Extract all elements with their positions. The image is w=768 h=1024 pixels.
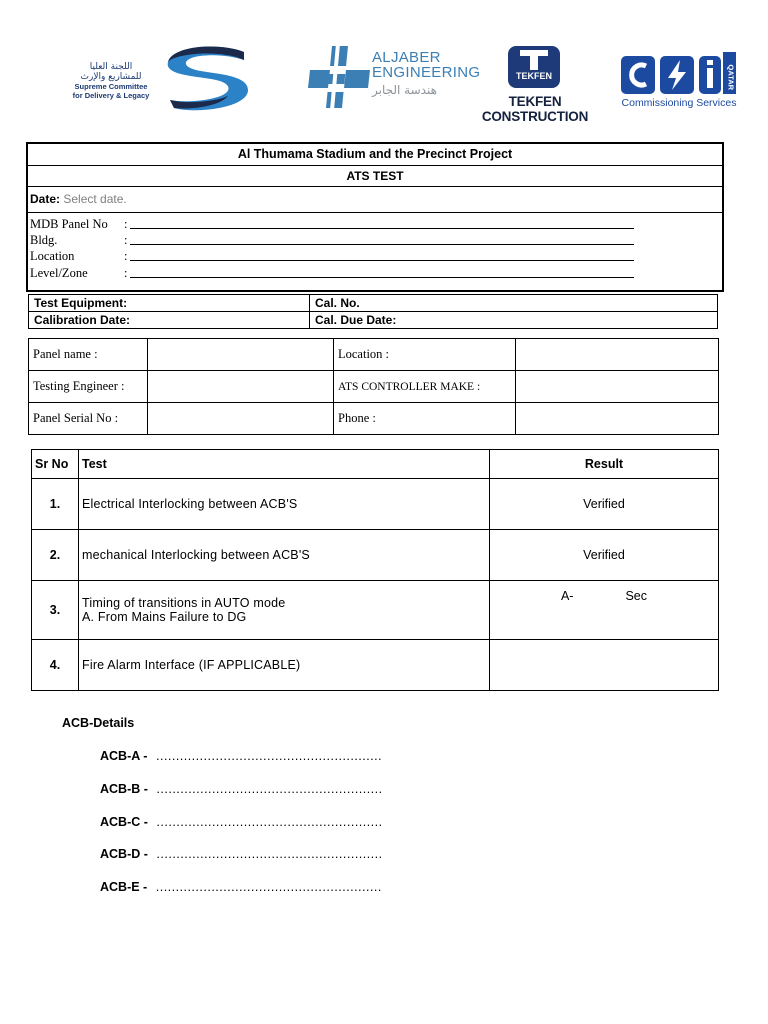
acb-details-title: ACB-Details bbox=[62, 716, 135, 730]
test-cell-line1: Timing of transitions in AUTO mode bbox=[82, 596, 286, 610]
date-label: Date: bbox=[30, 192, 61, 206]
cal-due-date-cell[interactable] bbox=[310, 312, 718, 329]
tekfen-t-mark-icon bbox=[506, 44, 562, 90]
location-value[interactable] bbox=[516, 339, 719, 371]
phone-label: Phone : bbox=[334, 403, 516, 435]
tekfen-construction-name: TEKFEN CONSTRUCTION bbox=[481, 94, 589, 124]
acb-d-row[interactable] bbox=[100, 847, 382, 861]
form-subtitle: ATS TEST bbox=[28, 166, 722, 187]
panel-serial-no-label: Panel Serial No : bbox=[29, 403, 148, 435]
result-a-label: A- bbox=[560, 589, 574, 603]
csi-mark-icon bbox=[620, 50, 738, 96]
supreme-committee-logo-text bbox=[62, 62, 160, 100]
sr-no-cell: 3. bbox=[32, 581, 79, 640]
location-label-cell: Location : bbox=[334, 339, 516, 371]
level-zone-label: Level/Zone bbox=[30, 266, 88, 280]
test-header: Test bbox=[79, 450, 490, 479]
result-cell[interactable]: Verified bbox=[490, 479, 719, 530]
testing-engineer-label: Testing Engineer : bbox=[29, 371, 148, 403]
sr-no-header: Sr No bbox=[32, 450, 79, 479]
supreme-committee-english-line1: Supreme Committee bbox=[74, 82, 148, 91]
test-cell-line2: A. From Mains Failure to DG bbox=[82, 610, 247, 624]
test-equipment-label: Test Equipment: bbox=[34, 296, 128, 310]
aljaber-arabic-name: هندسة الجابر bbox=[372, 83, 437, 97]
acb-e-dots: ………………………………………………… bbox=[155, 880, 382, 894]
panel-name-value[interactable] bbox=[148, 339, 334, 371]
aljaber-logo-text bbox=[372, 49, 481, 97]
ats-controller-make-label: ATS CONTROLLER MAKE : bbox=[334, 371, 516, 403]
sr-no-cell: 1. bbox=[32, 479, 79, 530]
supreme-committee-s-mark-icon bbox=[158, 44, 254, 112]
result-sec-label: Sec bbox=[625, 589, 648, 603]
test-cell bbox=[79, 581, 490, 640]
level-zone-row: Level/Zone : bbox=[30, 265, 670, 281]
table-row bbox=[32, 479, 719, 530]
panel-name-label: Panel name : bbox=[29, 339, 148, 371]
acb-a-row[interactable] bbox=[100, 749, 382, 763]
acb-d-label: ACB-D - bbox=[100, 847, 148, 861]
location-label: Location bbox=[30, 249, 75, 263]
result-cell[interactable]: Verified bbox=[490, 530, 719, 581]
acb-b-dots: ………………………………………………… bbox=[155, 782, 383, 796]
aljaber-cross-mark-icon bbox=[306, 44, 374, 110]
panel-info-row bbox=[29, 403, 719, 435]
project-header-block bbox=[26, 142, 724, 292]
bldg-label: Bldg. bbox=[30, 233, 58, 247]
acb-c-label: ACB-C - bbox=[100, 815, 148, 829]
acb-b-label: ACB-B - bbox=[100, 782, 148, 796]
date-row bbox=[28, 187, 722, 213]
tekfen-badge-text: TEKFEN bbox=[516, 71, 552, 81]
location-row: Location : bbox=[30, 248, 670, 264]
result-cell[interactable] bbox=[490, 581, 719, 640]
cal-due-date-label: Cal. Due Date: bbox=[315, 313, 397, 327]
acb-a-dots: ………………………………………………… bbox=[155, 749, 382, 763]
phone-value[interactable] bbox=[516, 403, 719, 435]
calibration-date-cell[interactable] bbox=[29, 312, 310, 329]
bldg-row: Bldg. : bbox=[30, 232, 670, 248]
test-cell: Electrical Interlocking between ACB'S bbox=[79, 479, 490, 530]
calibration-date-label: Calibration Date: bbox=[34, 313, 131, 327]
panel-info-row bbox=[29, 339, 719, 371]
mdb-panel-no-label: MDB Panel No bbox=[30, 217, 108, 231]
test-cell: mechanical Interlocking between ACB'S bbox=[79, 530, 490, 581]
project-title: Al Thumama Stadium and the Precinct Project bbox=[28, 144, 722, 166]
csi-country-label: QATAR bbox=[726, 64, 736, 91]
aljaber-name-line2: ENGINEERING bbox=[372, 64, 481, 81]
table-row bbox=[32, 581, 719, 640]
test-results-table bbox=[31, 449, 719, 691]
mdb-panel-no-row: MDB Panel No : bbox=[30, 216, 670, 232]
testing-engineer-value[interactable] bbox=[148, 371, 334, 403]
cal-no-label: Cal. No. bbox=[315, 296, 360, 310]
aljaber-name-line1: ALJABER bbox=[372, 49, 441, 66]
supreme-committee-arabic-line2: للمشاريع والإرث bbox=[80, 72, 142, 82]
acb-d-dots: ………………………………………………… bbox=[155, 847, 383, 861]
test-equipment-cell[interactable] bbox=[29, 295, 310, 312]
table-row bbox=[32, 530, 719, 581]
equipment-row-2 bbox=[29, 312, 718, 329]
equipment-row-1 bbox=[29, 295, 718, 312]
date-picker-field[interactable]: Select date. bbox=[63, 192, 127, 206]
acb-b-row[interactable] bbox=[100, 782, 382, 796]
test-cell: Fire Alarm Interface (IF APPLICABLE) bbox=[79, 640, 490, 691]
test-header-row bbox=[32, 450, 719, 479]
ats-controller-make-value[interactable] bbox=[516, 371, 719, 403]
cal-no-cell[interactable] bbox=[310, 295, 718, 312]
sr-no-cell: 4. bbox=[32, 640, 79, 691]
acb-c-row[interactable] bbox=[100, 815, 382, 829]
supreme-committee-arabic-line1: اللجنة العليا bbox=[89, 62, 133, 72]
panel-serial-no-value[interactable] bbox=[148, 403, 334, 435]
sr-no-cell: 2. bbox=[32, 530, 79, 581]
acb-e-label: ACB-E - bbox=[100, 880, 148, 894]
result-cell[interactable] bbox=[490, 640, 719, 691]
result-header: Result bbox=[490, 450, 719, 479]
table-row bbox=[32, 640, 719, 691]
acb-c-dots: ………………………………………………… bbox=[155, 815, 383, 829]
supreme-committee-english-line2: for Delivery & Legacy bbox=[72, 91, 150, 100]
panel-info-table bbox=[28, 338, 719, 435]
panel-info-row bbox=[29, 371, 719, 403]
equipment-table bbox=[28, 294, 718, 329]
acb-e-row[interactable] bbox=[100, 880, 381, 894]
csi-tagline: Commissioning Services bbox=[621, 97, 737, 109]
acb-a-label: ACB-A - bbox=[100, 749, 148, 763]
